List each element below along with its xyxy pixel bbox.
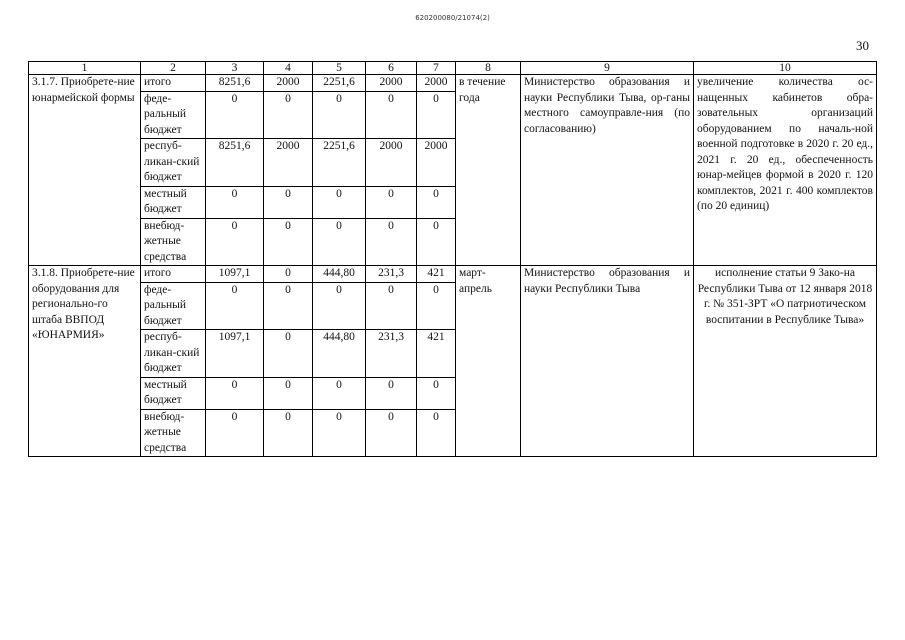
value-2019: 0 [264,186,313,218]
funding-source: внебюд-жетные средства [141,409,206,457]
expected-result: исполнение статьи 9 Зако-на Республики Тыва от 12 января 2018 г. № 351-ЗРТ «О патриотическом воспитании в Республике Тыва» [694,266,877,457]
column-header: 5 [313,62,366,75]
value-2022: 0 [417,409,456,457]
term: в течение года [456,75,521,266]
funding-source: местный бюджет [141,377,206,409]
value-2022: 421 [417,330,456,378]
value-2019: 0 [264,218,313,266]
value-2020: 444,80 [313,266,366,283]
value-total: 0 [206,186,264,218]
funding-source: феде-ральный бюджет [141,91,206,139]
value-2020: 0 [313,218,366,266]
value-total: 0 [206,218,264,266]
value-2020: 444,80 [313,330,366,378]
column-header: 9 [521,62,694,75]
value-2021: 0 [366,409,417,457]
value-total: 0 [206,282,264,330]
value-2020: 0 [313,409,366,457]
column-header: 3 [206,62,264,75]
funding-source: местный бюджет [141,186,206,218]
value-2022: 0 [417,377,456,409]
value-total: 0 [206,91,264,139]
value-2021: 0 [366,218,417,266]
budget-table [28,61,877,457]
value-2020: 0 [313,91,366,139]
column-header: 7 [417,62,456,75]
expected-result: увеличение количества ос-нащенных кабинетов обра-зовательных организаций оборудованием по началь-ной военной подготовке в 2020 г. 20 ед., 2021 г. 20 ед., обеспеченность юнар-мейцев формой в 2020 г. 120 комплектов, 2021 г. 400 комплектов (по 20 единиц) [694,75,877,266]
column-header: 1 [29,62,141,75]
value-2019: 0 [264,377,313,409]
column-header: 4 [264,62,313,75]
value-2021: 0 [366,282,417,330]
value-2019: 0 [264,409,313,457]
value-2021: 2000 [366,75,417,92]
value-2020: 0 [313,186,366,218]
value-total: 0 [206,377,264,409]
value-2019: 2000 [264,139,313,187]
value-2022: 0 [417,282,456,330]
funding-source: итого [141,266,206,283]
value-total: 1097,1 [206,266,264,283]
value-2020: 2251,6 [313,75,366,92]
term: март-апрель [456,266,521,457]
activity-name: 3.1.7. Приобрете-ние юнармейской формы [29,75,141,266]
value-2022: 0 [417,218,456,266]
value-total: 1097,1 [206,330,264,378]
value-2019: 0 [264,266,313,283]
value-2019: 0 [264,282,313,330]
value-total: 8251,6 [206,75,264,92]
funding-source: внебюд-жетные средства [141,218,206,266]
executor: Министерство образования и науки Республики Тыва [521,266,694,457]
column-header-row [29,62,877,75]
value-2021: 231,3 [366,330,417,378]
executor: Министерство образования и науки Республики Тыва, ор-ганы местного самоуправле-ния (по согласованию) [521,75,694,266]
column-header: 8 [456,62,521,75]
document-header-code: 620200080/21074(2) [415,14,490,22]
funding-source: респуб-ликан-ский бюджет [141,330,206,378]
page-number: 30 [856,38,869,53]
value-2020: 2251,6 [313,139,366,187]
value-2022: 0 [417,91,456,139]
value-2021: 0 [366,91,417,139]
column-header: 6 [366,62,417,75]
value-total: 8251,6 [206,139,264,187]
activity-name: 3.1.8. Приобрете-ние оборудования для регионально-го штаба ВВПОД «ЮНАРМИЯ» [29,266,141,457]
column-header: 2 [141,62,206,75]
table-row [29,266,877,283]
funding-source: респуб-ликан-ский бюджет [141,139,206,187]
value-2021: 2000 [366,139,417,187]
value-2019: 0 [264,91,313,139]
value-2022: 2000 [417,139,456,187]
column-header: 10 [694,62,877,75]
value-total: 0 [206,409,264,457]
value-2021: 231,3 [366,266,417,283]
funding-source: итого [141,75,206,92]
value-2020: 0 [313,282,366,330]
value-2022: 421 [417,266,456,283]
value-2022: 2000 [417,75,456,92]
value-2022: 0 [417,186,456,218]
value-2021: 0 [366,186,417,218]
value-2021: 0 [366,377,417,409]
value-2019: 0 [264,330,313,378]
funding-source: феде-ральный бюджет [141,282,206,330]
value-2019: 2000 [264,75,313,92]
table-row [29,75,877,92]
value-2020: 0 [313,377,366,409]
